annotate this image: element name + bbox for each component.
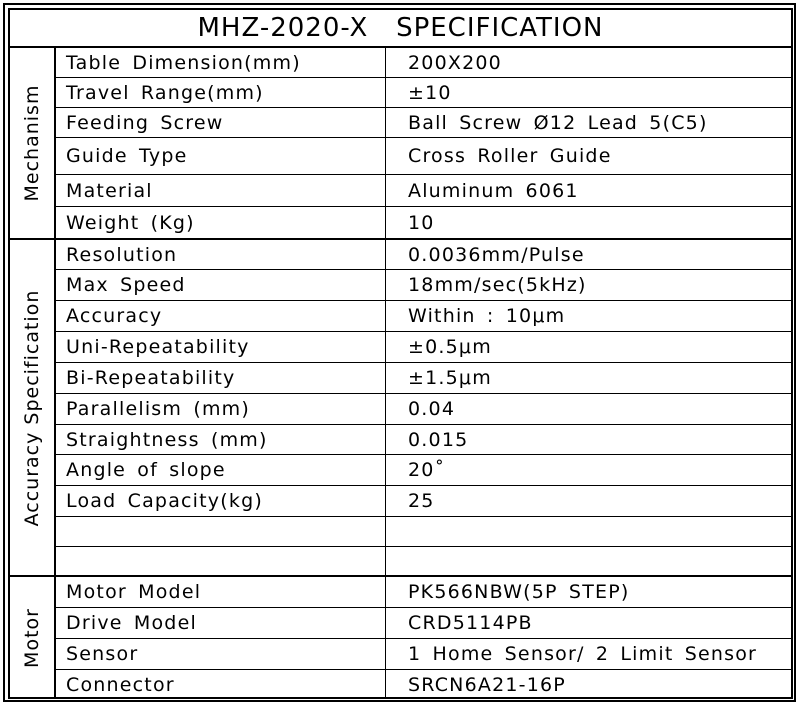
spec-label: Uni-Repeatability: [56, 332, 386, 362]
table-row: [56, 608, 791, 639]
table-row: [56, 332, 791, 363]
spec-label: Sensor: [56, 639, 386, 669]
spec-value: Ball Screw Ø12 Lead 5(C5): [408, 111, 708, 134]
table-row: [56, 670, 791, 699]
spec-label: Guide Type: [56, 138, 386, 174]
spec-label: Max Speed: [56, 270, 386, 300]
spec-value: 0.0036mm/Pulse: [408, 243, 585, 266]
spec-value: CRD5114PB: [408, 612, 533, 634]
table-row: [56, 547, 791, 577]
spec-value: Cross Roller Guide: [408, 145, 612, 167]
spec-label: [56, 547, 386, 575]
spec-value: 20˚: [408, 459, 446, 481]
spec-label: Connector: [56, 670, 386, 699]
table-row: [56, 301, 791, 332]
spec-value: 18mm/sec(5kHz): [408, 274, 587, 296]
spec-value: Within : 10μm: [408, 305, 566, 327]
spec-label: Straightness (mm): [56, 425, 386, 454]
spec-label: Resolution: [56, 240, 386, 269]
table-row: [56, 363, 791, 394]
table-row: [56, 207, 791, 240]
group-label-accuracy-specification: Accuracy Specification: [21, 289, 43, 526]
group-motor: [10, 577, 56, 699]
spec-value: 0.015: [408, 428, 469, 451]
spec-label: Motor Model: [56, 577, 386, 607]
table-row: [56, 486, 791, 517]
spec-label: Table Dimension(mm): [56, 48, 386, 77]
spec-label: Drive Model: [56, 608, 386, 638]
table-row: [56, 270, 791, 301]
table-row: [56, 138, 791, 175]
spec-value: ±0.5μm: [408, 336, 492, 358]
spec-sheet: [8, 8, 793, 699]
spec-label: Angle of slope: [56, 455, 386, 485]
spec-value: [386, 517, 791, 546]
table-row: [56, 394, 791, 425]
table-row: [56, 240, 791, 270]
spec-label: Material: [56, 175, 386, 206]
spec-value: [386, 547, 791, 575]
spec-value: 1 Home Sensor/ 2 Limit Sensor: [408, 643, 758, 665]
spec-value: 25: [408, 490, 435, 512]
spec-value: ±1.5μm: [408, 367, 492, 389]
spec-label: Accuracy: [56, 301, 386, 331]
table-row: [56, 517, 791, 547]
spec-value: Aluminum 6061: [408, 179, 579, 202]
spec-value: 200X200: [408, 51, 502, 74]
spec-label: [56, 517, 386, 546]
table-row: [56, 48, 791, 78]
spec-value: 0.04: [408, 398, 456, 420]
table-row: [56, 577, 791, 608]
spec-value: PK566NBW(5P STEP): [408, 581, 630, 603]
group-label-motor: Motor: [21, 608, 43, 668]
table-row: [56, 175, 791, 207]
spec-label: Parallelism (mm): [56, 394, 386, 424]
spec-label: Load Capacity(kg): [56, 486, 386, 516]
table-row: [56, 108, 791, 138]
table-row: [56, 455, 791, 486]
spec-label: Weight (Kg): [56, 207, 386, 238]
spec-value: 10: [408, 211, 435, 234]
group-accuracy-specification: [10, 240, 56, 577]
table-row: [56, 425, 791, 455]
group-label-mechanism: Mechanism: [21, 84, 43, 202]
table-row: [56, 78, 791, 108]
page-title: MHZ-2020-X SPECIFICATION: [10, 10, 791, 48]
spec-label: Bi-Repeatability: [56, 363, 386, 393]
table-row: [56, 639, 791, 670]
spec-label: Feeding Screw: [56, 108, 386, 137]
spec-value: SRCN6A21-16P: [408, 673, 566, 696]
spec-value: ±10: [408, 81, 452, 104]
spec-label: Travel Range(mm): [56, 78, 386, 107]
group-mechanism: [10, 48, 56, 240]
